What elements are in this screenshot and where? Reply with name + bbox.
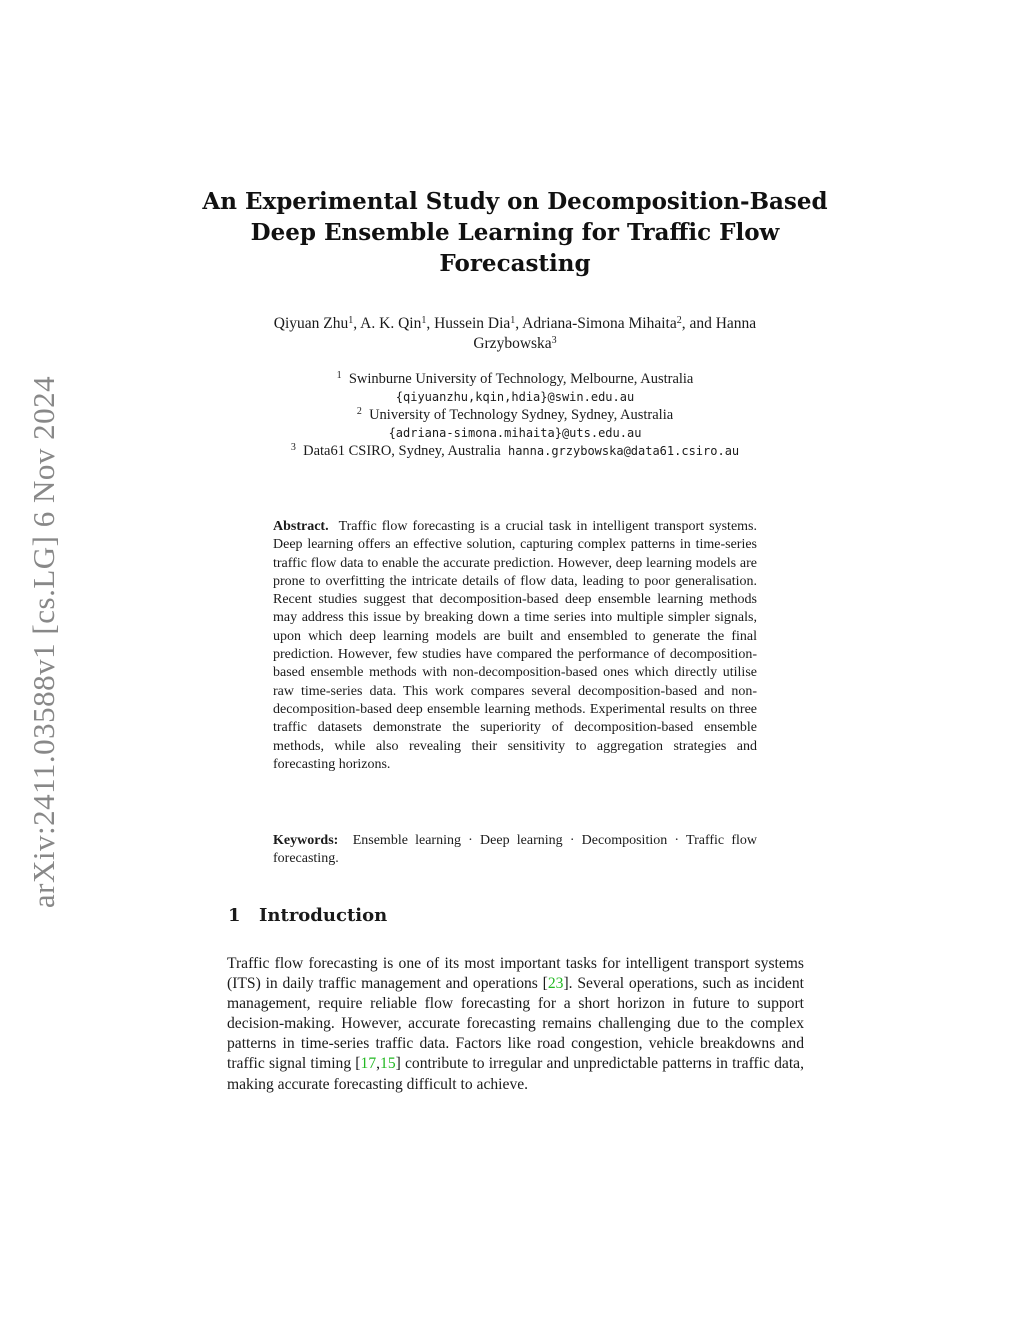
affiliation-mark: 1 — [336, 370, 342, 381]
section-heading-introduction — [228, 905, 387, 926]
author-affiliation-mark: 1 — [421, 315, 427, 326]
author-name: , Adriana-Simona Mihaita — [515, 315, 677, 332]
author-affiliation-mark: 1 — [510, 315, 516, 326]
author-line — [215, 334, 815, 354]
abstract — [273, 518, 757, 774]
abstract-text: Traffic flow forecasting is a crucial task in intelligent transport systems. Deep learning offers an effective solution, capturing complex patterns in time-series traffic flow data to enable the accurate prediction. However, deep learning models are prone to overfitting the intricate details of flow data, leading to poor generalisation. Recent studies suggest that decomposition-based deep ensemble learning methods may address this issue by breaking down a time series into multiple simpler signals, upon which deep learning models are built and ensembled to generate the final prediction. However, few studies have compared the performance of decomposition-based ensemble methods with non-decomposition-based ones which directly utilise raw time-series data. This work compares several decomposition-based and non-decomposition-based deep ensemble learning methods. Experimental results on three traffic datasets demonstrate the superiority of decomposition-based ensemble methods, while also revealing their sensitivity to aggregation strategies and forecasting horizons. — [273, 519, 757, 772]
intro-text: ]. Several operations, such as incident management, require reliable flow forecasting for a short horizon in future to support decision-making. However, accurate forecasting remains challenging due to the complex patterns in time-series traffic data. Factors like road congestion, vehicle breakdowns and traffic signal timing [ — [227, 975, 804, 1073]
keywords-text: Ensemble learning · Deep learning · Decomposition · Traffic flow forecasting. — [273, 833, 757, 867]
intro-text: ] contribute to irregular and unpredictable patterns in traffic data, making accurate forecasting difficult to achieve. — [227, 1055, 804, 1093]
paper-title — [200, 186, 830, 279]
author-list — [215, 314, 815, 354]
author-affiliation-mark: 3 — [551, 335, 557, 346]
author-affiliation-mark: 1 — [348, 315, 354, 326]
affiliation-email[interactable]: hanna.grzybowska@data61.csiro.au — [507, 444, 740, 458]
arxiv-stamp-text: arXiv:2411.03588v1 [cs.LG] 6 Nov 2024 — [26, 375, 61, 909]
section-title: Introduction — [259, 905, 388, 926]
intro-text: , — [376, 1055, 381, 1073]
author-line — [215, 314, 815, 334]
intro-text: Traffic flow forecasting is one of its most important tasks for intelligent transport systems (ITS) in daily traffic management and operations [ — [227, 955, 804, 993]
affiliation-email[interactable]: {qiyuanzhu,kqin,hdia}@swin.edu.au — [395, 390, 635, 404]
affiliation-list — [215, 370, 815, 460]
affiliation-row — [215, 442, 815, 460]
author-name: , A. K. Qin — [353, 315, 422, 332]
title-line: Forecasting — [439, 250, 591, 277]
affiliation-name: Data61 CSIRO, Sydney, Australia — [303, 443, 501, 459]
citation-link[interactable]: 17 — [360, 1055, 377, 1073]
affiliation-mark: 3 — [290, 442, 296, 453]
affiliation-row — [215, 406, 815, 424]
author-name: , Hussein Dia — [426, 315, 511, 332]
author-name: Qiyuan Zhu — [273, 315, 349, 332]
author-affiliation-mark: 2 — [676, 315, 682, 326]
abstract-label: Abstract. — [273, 519, 329, 534]
affiliation-mark: 2 — [356, 406, 362, 417]
title-line: Deep Ensemble Learning for Traffic Flow — [250, 219, 780, 246]
citation-link[interactable]: 15 — [380, 1055, 396, 1073]
keywords-label: Keywords: — [273, 833, 339, 848]
section-number: 1 — [228, 905, 241, 926]
affiliation-name: Swinburne University of Technology, Melbourne, Australia — [348, 371, 694, 387]
citation-link[interactable]: 23 — [547, 975, 564, 993]
keywords — [273, 832, 757, 869]
affiliation-row — [215, 370, 815, 388]
introduction-paragraph — [227, 954, 804, 1095]
author-name: Grzybowska — [473, 335, 552, 352]
affiliation-email[interactable]: {adriana-simona.mihaita}@uts.edu.au — [388, 426, 642, 440]
affiliation-name: University of Technology Sydney, Sydney, Australia — [369, 407, 674, 423]
title-line: An Experimental Study on Decomposition-Based — [202, 188, 828, 215]
author-name: , and Hanna — [681, 315, 757, 332]
